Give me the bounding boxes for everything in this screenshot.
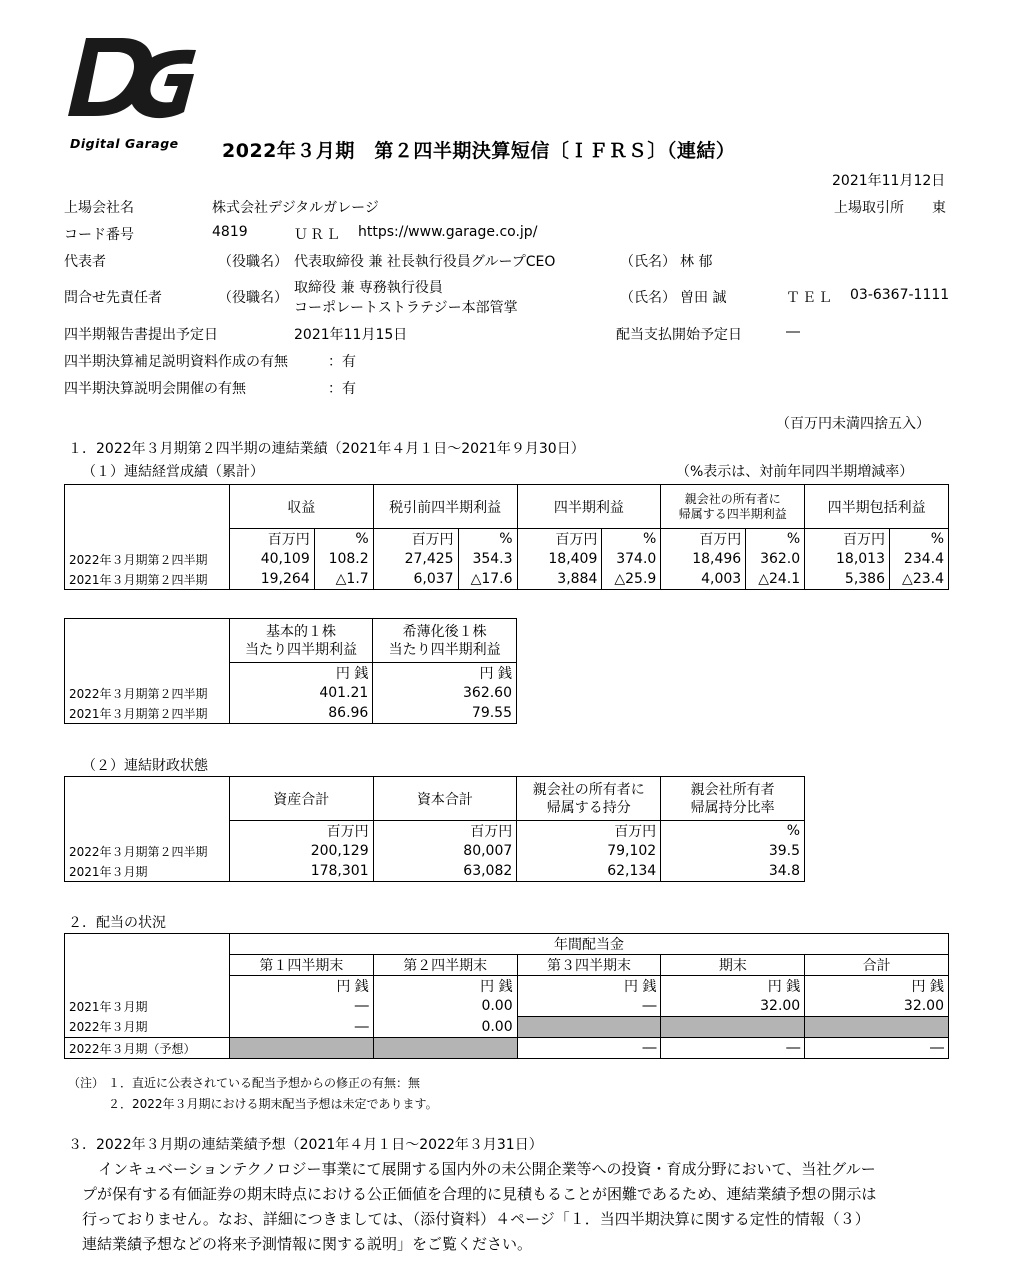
row-label: 2022年３月期（予想） <box>65 1038 230 1059</box>
header-owners-equity <box>517 777 661 821</box>
cell: △17.6 <box>458 569 517 590</box>
unit: 百万円 <box>373 529 458 550</box>
cell: ― <box>229 996 373 1017</box>
briefing-label: 四半期決算説明会開催の有無 <box>64 381 246 397</box>
cell: 3,884 <box>517 569 602 590</box>
cell: △24.1 <box>746 569 805 590</box>
gray-cell <box>805 1017 949 1038</box>
cell: 18,013 <box>805 549 890 569</box>
row-label: 2022年３月期第２四半期 <box>65 549 230 569</box>
header-owners-profit-line1: 親会社の所有者に <box>684 491 781 506</box>
supplementary-label: 四半期決算補足説明資料作成の有無 <box>64 354 288 370</box>
gray-cell <box>373 1038 517 1059</box>
cell: ― <box>517 996 661 1017</box>
cell: 18,409 <box>517 549 602 569</box>
cell: 6,037 <box>373 569 458 590</box>
cell: 62,134 <box>517 861 661 882</box>
header-empty <box>65 485 230 529</box>
company-name-label: 上場会社名 <box>64 200 134 216</box>
cell: 32.00 <box>805 996 949 1017</box>
report-filing-label: 四半期報告書提出予定日 <box>64 327 218 343</box>
header-line: 基本的１株 <box>266 623 337 640</box>
table-row <box>65 569 949 590</box>
table-row <box>65 841 805 861</box>
section2-title: ２．配当の状況 <box>68 915 166 931</box>
header-annual-dividend: 年間配当金 <box>229 934 948 955</box>
row-label: 2022年３月期 <box>65 1017 230 1038</box>
code-label: コード番号 <box>64 227 134 243</box>
url-label: ＵＲＬ <box>294 227 342 243</box>
row-label: 2022年３月期第２四半期 <box>65 683 230 703</box>
cell: 362.0 <box>746 549 805 569</box>
cell: △23.4 <box>890 569 949 590</box>
forecast-line-4: 連結業績予想などの将来予測情報に関する説明」をご覧ください。 <box>82 1235 533 1253</box>
unit-pct: % <box>746 529 805 550</box>
cell: 178,301 <box>229 861 373 882</box>
row-label: 2021年３月期 <box>65 861 230 882</box>
header-revenue: 収益 <box>229 485 373 529</box>
unit: 百万円 <box>229 529 314 550</box>
header-line: 親会社の所有者に <box>532 781 645 798</box>
unit: 百万円 <box>517 529 602 550</box>
eps-table <box>64 618 517 724</box>
logo-text: Digital Garage <box>70 136 179 151</box>
gray-cell <box>517 1017 661 1038</box>
header-q1: 第１四半期末 <box>229 955 373 976</box>
cell: 0.00 <box>373 1017 517 1038</box>
header-line: 帰属持分比率 <box>690 799 775 816</box>
contact-name-label: （氏名） <box>620 290 676 306</box>
representative-label: 代表者 <box>64 254 106 270</box>
unit: 円 銭 <box>229 663 373 684</box>
header-total-assets: 資産合計 <box>229 777 373 821</box>
header-line: 親会社所有者 <box>690 781 775 798</box>
rep-role: 代表取締役 兼 社長執行役員グループCEO <box>294 254 556 270</box>
contact-label: 問合せ先責任者 <box>64 290 162 306</box>
cell: 34.8 <box>661 861 805 882</box>
forecast-line-2: プが保有する有価証券の期末時点における公正価値を合理的に見積もることが困難であるため、連結業績予想の開示は <box>82 1185 877 1203</box>
cell: ― <box>517 1038 661 1059</box>
dividend-start-value: ― <box>786 324 800 340</box>
gray-cell <box>661 1017 805 1038</box>
unit: 円 銭 <box>229 976 373 997</box>
unit-pct: % <box>314 529 373 550</box>
row-label: 2022年３月期第２四半期 <box>65 841 230 861</box>
cell: 0.00 <box>373 996 517 1017</box>
cell: 32.00 <box>661 996 805 1017</box>
rep-name-label: （氏名） <box>620 254 676 270</box>
cell: 79.55 <box>373 703 517 724</box>
header-owners-profit-line2: 帰属する四半期利益 <box>678 506 787 521</box>
contact-role-2: コーポレートストラテジー本部管掌 <box>294 300 518 316</box>
section1-sub1: （１）連結経営成績（累計） <box>82 464 264 480</box>
unit: 百万円 <box>661 529 746 550</box>
report-filing-date: 2021年11月15日 <box>294 327 408 343</box>
unit: 百万円 <box>805 529 890 550</box>
unit: 円 銭 <box>373 976 517 997</box>
note-prefix: （注） <box>68 1076 105 1090</box>
row-label: 2021年３月期 <box>65 996 230 1017</box>
header-equity-ratio <box>661 777 805 821</box>
unit: 円 銭 <box>373 663 517 684</box>
table-row <box>65 549 949 569</box>
header-line: 希薄化後１株 <box>402 623 487 640</box>
unit: 百万円 <box>229 821 373 842</box>
section1-title: １．2022年３月期第２四半期の連結業績（2021年４月１日～2021年９月30日） <box>68 441 585 457</box>
unit: 円 銭 <box>517 976 661 997</box>
header-owners-profit <box>661 485 805 529</box>
rounding-note: （百万円未満四捨五入） <box>776 416 930 432</box>
tel-value: 03-6367-1111 <box>850 287 950 303</box>
rep-name: 林 郁 <box>680 254 713 270</box>
unit: 百万円 <box>373 821 517 842</box>
contact-name: 曽田 誠 <box>680 290 727 306</box>
contact-role-1: 取締役 兼 専務執行役員 <box>294 280 443 296</box>
cell: 354.3 <box>458 549 517 569</box>
unit-pct: % <box>458 529 517 550</box>
table-row <box>65 1017 949 1038</box>
table-row <box>65 861 805 882</box>
header-basic-eps <box>229 619 373 663</box>
header-year-end: 期末 <box>661 955 805 976</box>
briefing-value: ：有 <box>328 381 356 397</box>
url-link[interactable]: https://www.garage.co.jp/ <box>358 224 538 240</box>
exchange-value: 東 <box>932 200 946 216</box>
cell: ― <box>805 1038 949 1059</box>
percent-note: （%表示は、対前年同四半期増減率） <box>676 464 914 480</box>
cell: ― <box>229 1017 373 1038</box>
code-value: 4819 <box>212 224 248 240</box>
company-name: 株式会社デジタルガレージ <box>212 200 379 216</box>
contact-role-label: （役職名） <box>218 290 288 306</box>
document-title: 2022年３月期 第２四半期決算短信〔ＩＦＲＳ〕（連結） <box>222 140 736 162</box>
unit-pct: % <box>602 529 661 550</box>
header-q2: 第２四半期末 <box>373 955 517 976</box>
row-label: 2021年３月期第２四半期 <box>65 703 230 724</box>
cell: 27,425 <box>373 549 458 569</box>
cell: ― <box>661 1038 805 1059</box>
header-diluted-eps <box>373 619 517 663</box>
header-total: 合計 <box>805 955 949 976</box>
cell: 40,109 <box>229 549 314 569</box>
header-profit-before-tax: 税引前四半期利益 <box>373 485 517 529</box>
cell: △25.9 <box>602 569 661 590</box>
operating-results-table <box>64 484 949 590</box>
exchange-label: 上場取引所 <box>834 200 904 216</box>
header-line: 当たり四半期利益 <box>245 641 358 658</box>
table-row <box>65 996 949 1017</box>
section3-title: ３．2022年３月期の連結業績予想（2021年４月１日～2022年３月31日） <box>68 1137 543 1153</box>
cell: △1.7 <box>314 569 373 590</box>
unit: 円 銭 <box>805 976 949 997</box>
report-date: 2021年11月12日 <box>832 173 946 189</box>
unit: 円 銭 <box>661 976 805 997</box>
header-total-equity: 資本合計 <box>373 777 517 821</box>
supplementary-value: ：有 <box>328 354 356 370</box>
forecast-line-3: 行っておりません。なお、詳細につきましては、（添付資料）４ページ「１．当四半期決算に関する定性的情報（３） <box>82 1210 870 1228</box>
cell: 86.96 <box>229 703 373 724</box>
cell: 374.0 <box>602 549 661 569</box>
header-line: 当たり四半期利益 <box>388 641 501 658</box>
header-q3: 第３四半期末 <box>517 955 661 976</box>
header-line: 帰属する持分 <box>546 799 631 816</box>
unit-pct: % <box>890 529 949 550</box>
tel-label: ＴＥＬ <box>786 290 834 306</box>
cell: 401.21 <box>229 683 373 703</box>
gray-cell <box>229 1038 373 1059</box>
table-row <box>65 703 517 724</box>
cell: 362.60 <box>373 683 517 703</box>
cell: 5,386 <box>805 569 890 590</box>
note-2: ２．2022年３月期における期末配当予想は未定であります。 <box>108 1097 438 1111</box>
cell: 108.2 <box>314 549 373 569</box>
table-row <box>65 1038 949 1059</box>
dividend-start-label: 配当支払開始予定日 <box>616 327 742 343</box>
cell: 4,003 <box>661 569 746 590</box>
cell: 39.5 <box>661 841 805 861</box>
unit: 百万円 <box>517 821 661 842</box>
rep-role-label: （役職名） <box>218 254 288 270</box>
cell: 234.4 <box>890 549 949 569</box>
table-row <box>65 683 517 703</box>
financial-position-table <box>64 776 805 882</box>
header-comprehensive-income: 四半期包括利益 <box>805 485 949 529</box>
cell: 63,082 <box>373 861 517 882</box>
unit-pct: % <box>661 821 805 842</box>
header-quarterly-profit: 四半期利益 <box>517 485 661 529</box>
row-label: 2021年３月期第２四半期 <box>65 569 230 590</box>
cell: 200,129 <box>229 841 373 861</box>
cell: 18,496 <box>661 549 746 569</box>
company-logo <box>64 36 199 151</box>
forecast-line-1: インキュベーションテクノロジー事業にて展開する国内外の未公開企業等への投資・育成分野において、当社グルー <box>98 1160 876 1178</box>
cell: 19,264 <box>229 569 314 590</box>
note-1: １．直近に公表されている配当予想からの修正の有無：無 <box>108 1076 421 1090</box>
section1-sub2: （２）連結財政状態 <box>82 758 208 774</box>
dividends-table <box>64 933 949 1059</box>
cell: 80,007 <box>373 841 517 861</box>
cell: 79,102 <box>517 841 661 861</box>
